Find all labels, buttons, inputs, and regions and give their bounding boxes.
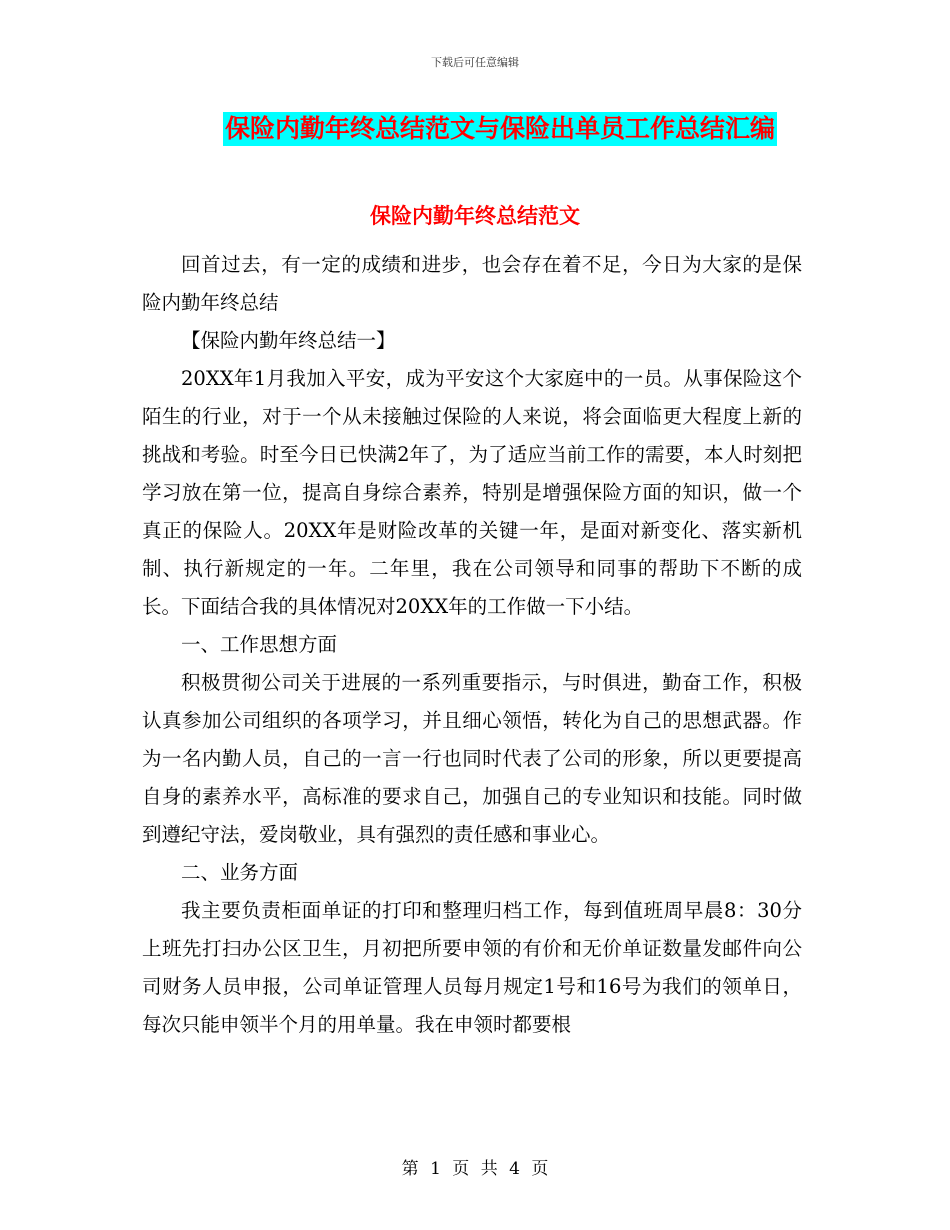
main-title: 保险内勤年终总结范文与保险出单员工作总结汇编: [223, 112, 777, 146]
page-header-note: 下载后可任意编辑: [431, 56, 519, 69]
section-title: 保险内勤年终总结范文: [370, 204, 580, 228]
paragraph-heading-business: 二、业务方面: [181, 861, 299, 884]
paragraph-intro: 回首过去，有一定的成绩和进步，也会存在着不足，今日为大家的是保险内勤年终总结: [142, 253, 802, 314]
paragraph-joining: 20XX年1月我加入平安，成为平安这个大家庭中的一员。从事保险这个陌生的行业，对于一个从未接触过保险的人来说，将会面临更大程度上新的挑战和考验。时至今日已快满2年了，为了适应当前工作的需要，本人时刻把学习放在第一位，提高自身综合素养，特别是增强保险方面的知识，做一个真正的保险人。20XX年是财险改革的关键一年，是面对新变化、落实新机制、执行新规定的一年。二年里，我在公司领导和同事的帮助下不断的成长。下面结合我的具体情况对20XX年的工作做一下小结。: [142, 367, 802, 618]
paragraph-business: 我主要负责柜面单证的打印和整理归档工作，每到值班周早晨8：30分上班先打扫办公区卫生，月初把所要申领的有价和无价单证数量发邮件向公司财务人员申报，公司单证管理人员每月规定1号和16号为我们的领单日，每次只能申领半个月的用单量。我在申领时都要根: [142, 899, 802, 1036]
main-title-container: [0, 112, 950, 146]
page-footer: 第 1 页 共 4 页: [401, 1159, 549, 1179]
paragraph-summary-heading: 【保险内勤年终总结一】: [181, 329, 396, 352]
paragraph-thought: 积极贯彻公司关于进展的一系列重要指示，与时俱进，勤奋工作，积极认真参加公司组织的各项学习，并且细心领悟，转化为自己的思想武器。作为一名内勤人员，自己的一言一行也同时代表了公司的形象，所以更要提高自身的素养水平，高标准的要求自己，加强自己的专业知识和技能。同时做到遵纪守法，爱岗敬业，具有强烈的责任感和事业心。: [142, 671, 802, 846]
document-body: [142, 246, 802, 1044]
paragraph-heading-thought: 一、工作思想方面: [181, 633, 338, 656]
